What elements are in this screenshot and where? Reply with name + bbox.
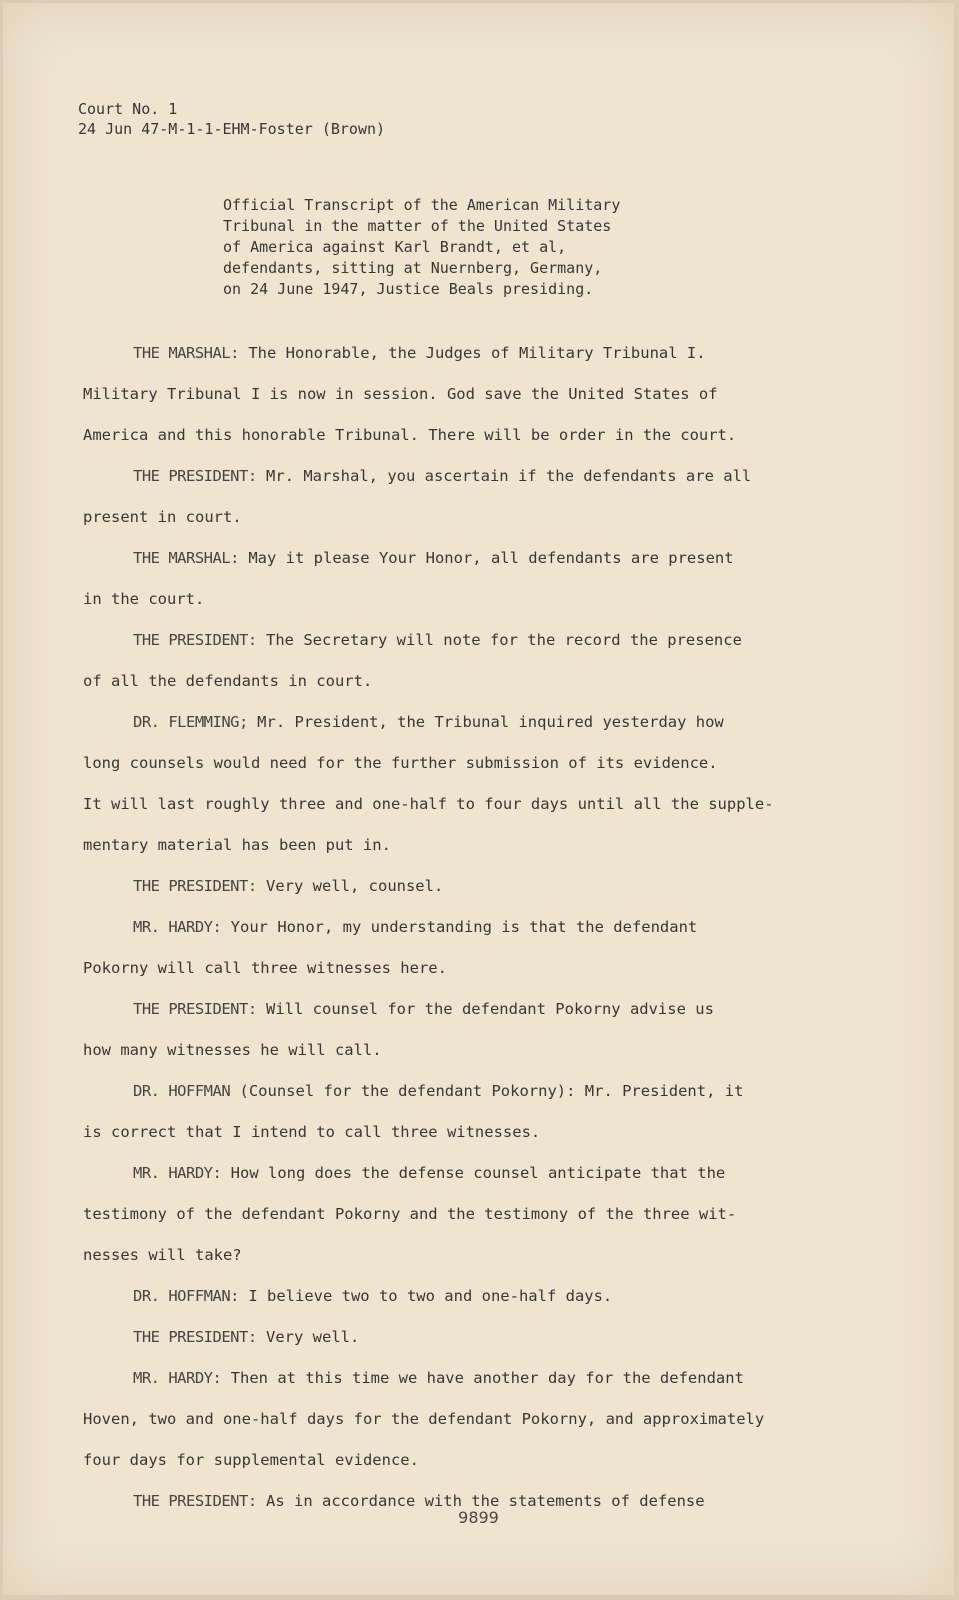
transcript-line: present in court.	[83, 508, 242, 526]
transcript-line	[83, 866, 853, 907]
speaker-label: THE MARSHAL:	[133, 549, 239, 567]
statement-text: Then at this time we have another day for the defendant	[230, 1369, 744, 1387]
speaker-label: THE MARSHAL:	[133, 344, 239, 362]
caption-line: defendants, sitting at Nuernberg, Germany,	[223, 259, 603, 277]
statement-text: Will counsel for the defendant Pokorny advise us	[266, 1000, 714, 1018]
statement-text: (Counsel for the defendant Pokorny): Mr. President, it	[239, 1082, 744, 1100]
court-number: Court No. 1	[78, 100, 178, 118]
transcript-line	[83, 1071, 853, 1112]
statement-text: Very well, counsel.	[266, 877, 444, 895]
statement-text: How long does the defense counsel anticipate that the	[230, 1164, 726, 1182]
speaker-label: THE PRESIDENT:	[133, 1328, 257, 1346]
caption-line: Official Transcript of the American Military	[223, 196, 621, 214]
speaker-label: MR. HARDY:	[133, 918, 222, 936]
statement-text: The Honorable, the Judges of Military Tribunal I.	[248, 344, 706, 362]
statement-text: I believe two to two and one-half days.	[248, 1287, 613, 1305]
transcript-line: Hoven, two and one-half days for the defendant Pokorny, and approximately	[83, 1410, 765, 1428]
statement-text: As in accordance with the statements of defense	[266, 1492, 705, 1510]
speaker-label: THE PRESIDENT:	[133, 877, 257, 895]
transcript-line	[83, 456, 853, 497]
transcript-line: of all the defendants in court.	[83, 672, 373, 690]
statement-text: Very well.	[266, 1328, 360, 1346]
caption-line: Tribunal in the matter of the United States	[223, 217, 612, 235]
transcript-line: nesses will take?	[83, 1246, 242, 1264]
speaker-label: DR. HOFFMAN:	[133, 1287, 239, 1305]
transcript-line	[83, 538, 853, 579]
statement-text: Your Honor, my understanding is that the defendant	[230, 918, 698, 936]
statement-text: Mr. Marshal, you ascertain if the defendants are all	[266, 467, 752, 485]
transcript-line	[83, 620, 853, 661]
transcript-line: Pokorny will call three witnesses here.	[83, 959, 447, 977]
page-number: 9899	[458, 1508, 499, 1527]
speaker-label: DR. FLEMMING;	[133, 713, 248, 731]
statement-text: Mr. President, the Tribunal inquired yesterday how	[257, 713, 724, 731]
transcript-line	[83, 1358, 853, 1399]
statement-text: The Secretary will note for the record the presence	[266, 631, 742, 649]
transcript-line: is correct that I intend to call three witnesses.	[83, 1123, 541, 1141]
transcript-line: how many witnesses he will call.	[83, 1041, 382, 1059]
transcript-line	[83, 1276, 853, 1317]
speaker-label: THE PRESIDENT:	[133, 1492, 257, 1510]
statement-text: May it please Your Honor, all defendants are present	[248, 549, 734, 567]
transcript-line	[83, 1153, 853, 1194]
speaker-label: THE PRESIDENT:	[133, 631, 257, 649]
speaker-label: THE PRESIDENT:	[133, 1000, 257, 1018]
transcript-line: four days for supplemental evidence.	[83, 1451, 419, 1469]
transcript-line	[83, 989, 853, 1030]
transcript-line	[83, 907, 853, 948]
transcript-line: mentary material has been put in.	[83, 836, 391, 854]
transcript-line: long counsels would need for the further submission of its evidence.	[83, 754, 718, 772]
transcript-line: It will last roughly three and one-half to four days until all the supple-	[83, 795, 774, 813]
caption-line: on 24 June 1947, Justice Beals presiding.	[223, 280, 594, 298]
transcript-line	[83, 1317, 853, 1358]
transcript-line	[83, 702, 853, 743]
speaker-label: DR. HOFFMAN	[133, 1082, 231, 1100]
caption-line: of America against Karl Brandt, et al,	[223, 238, 567, 256]
transcript-line: in the court.	[83, 590, 205, 608]
transcript-line: America and this honorable Tribunal. There will be order in the court.	[83, 426, 737, 444]
transcript-body	[83, 333, 853, 1522]
transcript-line: testimony of the defendant Pokorny and the testimony of the three wit-	[83, 1205, 737, 1223]
document-reference: 24 Jun 47-M-1-1-EHM-Foster (Brown)	[78, 120, 386, 138]
speaker-label: MR. HARDY:	[133, 1369, 222, 1387]
transcript-caption	[223, 195, 620, 300]
speaker-label: THE PRESIDENT:	[133, 467, 257, 485]
document-page	[3, 3, 954, 1595]
transcript-line	[83, 333, 853, 374]
transcript-line: Military Tribunal I is now in session. God save the United States of	[83, 385, 718, 403]
speaker-label: MR. HARDY:	[133, 1164, 222, 1182]
document-header	[78, 99, 385, 139]
